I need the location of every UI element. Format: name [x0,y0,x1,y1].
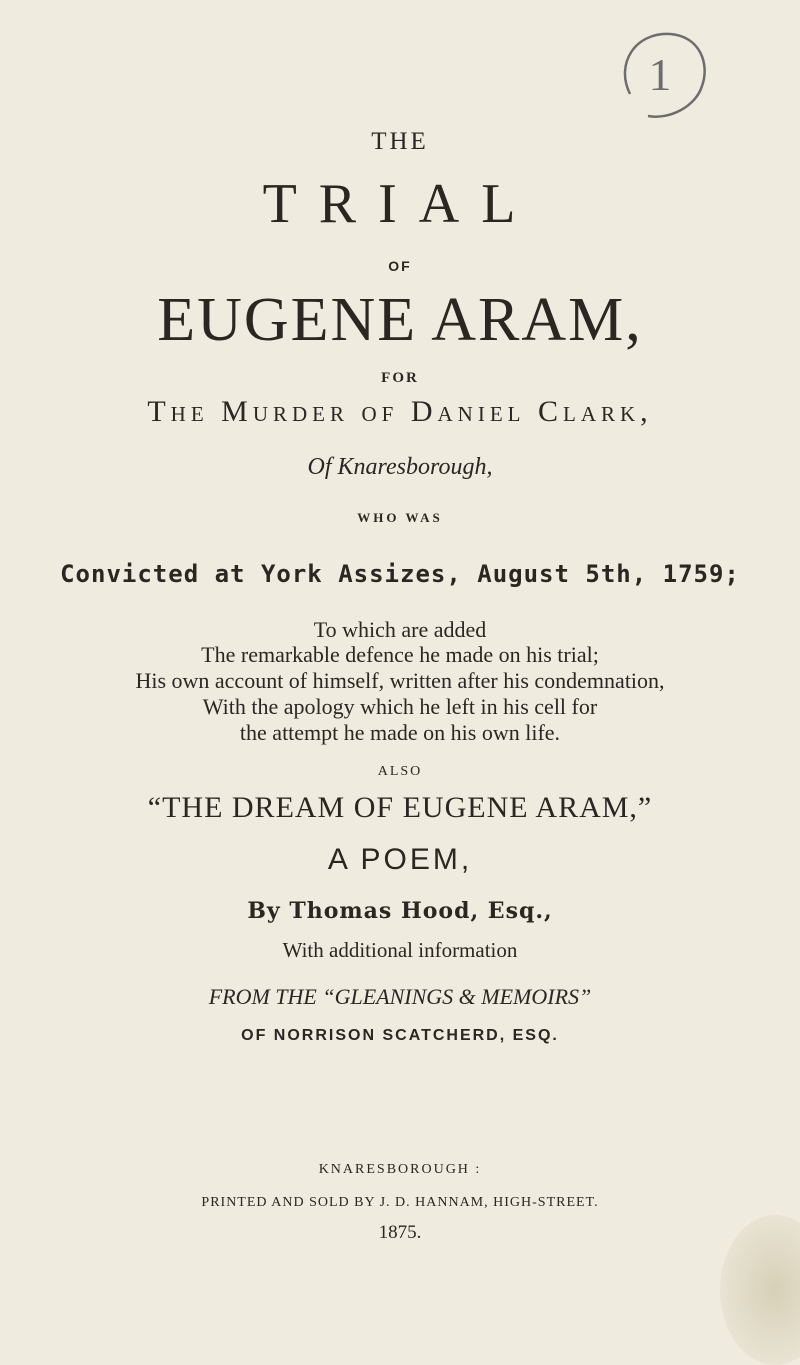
source-author: OF NORRISON SCATCHERD, ESQ. [241,1027,559,1044]
contents-line: the attempt he made on his own life. [239,720,561,745]
imprint-printer: PRINTED AND SOLD BY J. D. HANNAM, HIGH-STREET. [201,1195,599,1210]
stamp-number: 1 [648,48,672,100]
library-stamp [610,24,710,124]
contents-line: The remarkable defence he made on his trial; [201,642,599,667]
also-label: ALSO [377,764,423,779]
title-trial: TRIAL [262,173,538,235]
source-title: FROM THE “GLEANINGS & MEMOIRS” [208,984,592,1009]
title-for: FOR [381,370,419,386]
title-murder: The Murder of Daniel Clark, [147,395,653,428]
author-byline: By Thomas Hood, Esq., [247,898,553,924]
poem-label: A POEM, [327,843,473,876]
title-who-was: WHO WAS [357,510,443,525]
title-name: EUGENE ARAM, [157,286,643,354]
title-of: OF [388,258,412,274]
title-place: Of Knaresborough, [307,454,493,480]
additional-info: With additional information [282,938,518,962]
contents-line: To which are added [313,617,487,642]
title-the: THE [371,128,429,155]
title-convicted: Convicted at York Assizes, August 5th, 1759; [60,560,740,588]
contents-line: With the apology which he left in his cell for [202,694,598,719]
imprint-place: KNARESBOROUGH : [318,1162,482,1177]
contents-line: His own account of himself, written after his condemnation, [135,668,665,693]
dream-title: “THE DREAM OF EUGENE ARAM,” [147,791,653,824]
imprint-year: 1875. [378,1222,422,1243]
